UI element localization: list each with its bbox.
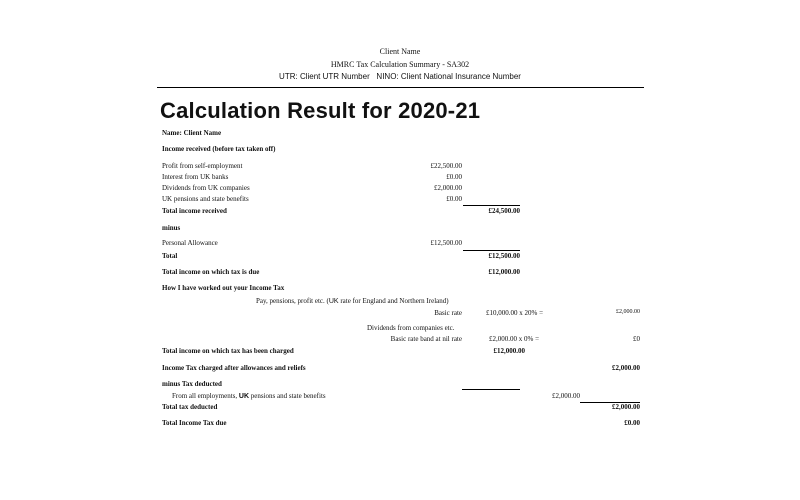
deducted-total-label: Total tax deducted xyxy=(162,403,218,411)
charged-label: Total income on which tax has been charged xyxy=(162,347,294,355)
deducted-total-amount: £2,000.00 xyxy=(612,403,640,411)
after-reliefs-label: Income Tax charged after allowances and reliefs xyxy=(162,364,306,372)
utr-label: UTR: xyxy=(279,72,298,81)
summary-title: HMRC Tax Calculation Summary - SA302 xyxy=(330,60,470,69)
deducted-line-post: pensions and state benefits xyxy=(249,392,326,400)
income-amount-pensions: £0.00 xyxy=(446,195,462,203)
deducted-line-uk: UK xyxy=(238,393,250,400)
basic-rate-calc: £10,000.00 x 20% = xyxy=(486,309,544,317)
due-amount: £0.00 xyxy=(624,419,640,427)
allowance-amount: £12,500.00 xyxy=(430,239,462,247)
income-amount-interest: £0.00 xyxy=(446,173,462,181)
name-line: Name: Client Name xyxy=(162,129,222,137)
client-name-header: Client Name xyxy=(379,47,421,56)
dividends-label: Dividends from companies etc. xyxy=(367,324,455,332)
deducted-heading: minus Tax deducted xyxy=(162,380,222,388)
minus-total-rule xyxy=(463,250,520,251)
income-label-pensions: UK pensions and state benefits xyxy=(162,195,249,203)
pay-line-uk: UK xyxy=(328,298,339,305)
deducted-rule xyxy=(462,389,520,390)
income-heading: Income received (before tax taken off) xyxy=(162,145,276,153)
due-label: Total Income Tax due xyxy=(162,419,227,427)
nil-rate-label: Basic rate band at nil rate xyxy=(390,335,462,343)
deducted-line xyxy=(172,392,326,400)
identifiers-line xyxy=(0,72,800,81)
nino-value: Client National Insurance Number xyxy=(400,72,521,81)
minus-label: minus xyxy=(162,224,181,232)
basic-rate-amount: £2,000.00 xyxy=(616,309,640,315)
nil-rate-calc: £2,000.00 x 0% = xyxy=(489,335,540,343)
utr-value: Client UTR Number xyxy=(299,72,370,81)
taxable-amount: £12,000.00 xyxy=(488,268,520,276)
income-amount-dividends: £2,000.00 xyxy=(434,184,462,192)
deducted-line-pre: From all employments, xyxy=(172,392,239,400)
income-label-interest: Interest from UK banks xyxy=(162,173,229,181)
deducted-line-amount: £2,000.00 xyxy=(552,392,580,400)
income-amount-self-employment: £22,500.00 xyxy=(430,162,462,170)
taxable-label: Total income on which tax is due xyxy=(162,268,260,276)
nil-rate-amount: £0 xyxy=(633,335,640,343)
workings-heading: How I have worked out your Income Tax xyxy=(162,284,285,292)
page-title: Calculation Result for 2020-21 xyxy=(160,98,481,123)
minus-total-amount: £12,500.00 xyxy=(488,252,520,260)
income-label-self-employment: Profit from self-employment xyxy=(162,162,243,170)
basic-rate-label: Basic rate xyxy=(434,309,462,317)
header-divider xyxy=(157,87,644,88)
income-total-rule xyxy=(463,205,520,206)
pay-line-pre: Pay, pensions, profit etc. ( xyxy=(256,297,329,305)
pay-line xyxy=(256,297,449,305)
pay-line-post: rate for England and Northern Ireland) xyxy=(338,297,449,305)
nino-label: NINO: xyxy=(376,72,399,81)
income-total-label: Total income received xyxy=(162,207,227,215)
charged-amount: £12,000.00 xyxy=(493,347,525,355)
minus-total-label: Total xyxy=(162,252,178,260)
income-label-dividends: Dividends from UK companies xyxy=(162,184,250,192)
income-total-amount: £24,500.00 xyxy=(488,207,520,215)
allowance-label: Personal Allowance xyxy=(162,239,218,247)
after-reliefs-amount: £2,000.00 xyxy=(612,364,640,372)
